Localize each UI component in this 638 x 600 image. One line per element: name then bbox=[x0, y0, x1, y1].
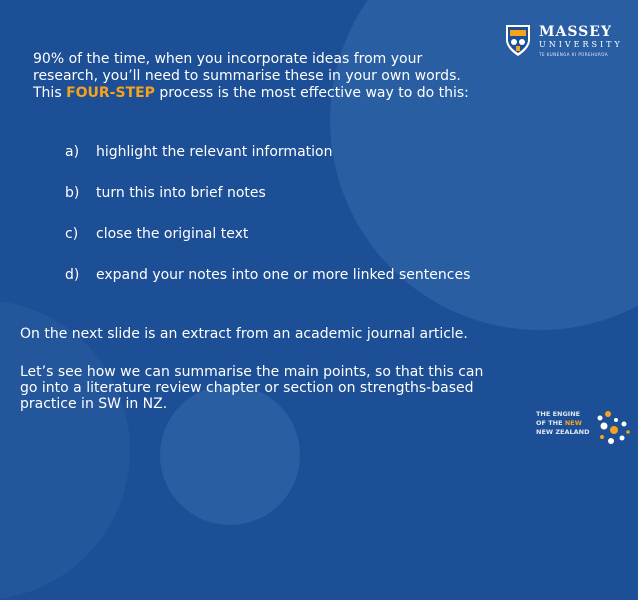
step-letter: d) bbox=[65, 267, 80, 283]
four-step-highlight: FOUR-STEP bbox=[66, 85, 155, 101]
step-letter: c) bbox=[65, 226, 79, 242]
intro-line-3 bbox=[33, 85, 469, 102]
engine-line-2-start: OF THE bbox=[536, 419, 565, 427]
engine-line-3: NEW ZEALAND bbox=[536, 428, 590, 436]
engine-line-2-accent: NEW bbox=[564, 419, 582, 427]
summary-line-2: go into a literature review chapter or section on strengths-based bbox=[20, 380, 474, 396]
intro-line-2: research, you’ll need to summarise these in your own words. bbox=[33, 68, 461, 84]
logo-maori-name: TE KUNENGA KI PŪREHUROA bbox=[539, 52, 609, 57]
background-circle-bottom-left bbox=[0, 300, 130, 600]
step-item bbox=[65, 185, 470, 226]
summary-paragraph bbox=[20, 364, 483, 412]
engine-line-1: THE ENGINE bbox=[536, 410, 581, 418]
step-item bbox=[65, 226, 470, 267]
crest-icon bbox=[503, 22, 533, 58]
intro-line-3-start: This bbox=[33, 85, 67, 101]
step-letter: b) bbox=[65, 185, 80, 201]
next-slide-note: On the next slide is an extract from an academic journal article. bbox=[20, 326, 468, 342]
massey-logo bbox=[503, 22, 631, 62]
summary-line-1: Let’s see how we can summarise the main points, so that this can bbox=[20, 364, 484, 380]
intro-line-3-end: process is the most effective way to do this: bbox=[154, 85, 469, 101]
step-text: close the original text bbox=[96, 226, 249, 242]
step-item bbox=[65, 144, 470, 185]
intro-paragraph bbox=[33, 51, 469, 102]
step-letter: a) bbox=[65, 144, 80, 160]
intro-line-1: 90% of the time, when you incorporate ideas from your bbox=[33, 51, 423, 67]
dots-icon bbox=[594, 410, 634, 450]
logo-subtitle: UNIVERSITY bbox=[539, 40, 623, 49]
step-text: highlight the relevant information bbox=[96, 144, 333, 160]
logo-name: MASSEY bbox=[539, 24, 612, 40]
engine-tagline bbox=[536, 410, 590, 437]
summary-line-3: practice in SW in NZ. bbox=[20, 396, 168, 412]
engine-tagline-logo bbox=[536, 410, 636, 450]
steps-list bbox=[65, 144, 470, 308]
step-item bbox=[65, 267, 470, 308]
engine-line-2 bbox=[536, 419, 590, 428]
step-text: turn this into brief notes bbox=[96, 185, 266, 201]
step-text: expand your notes into one or more linked sentences bbox=[96, 267, 471, 283]
